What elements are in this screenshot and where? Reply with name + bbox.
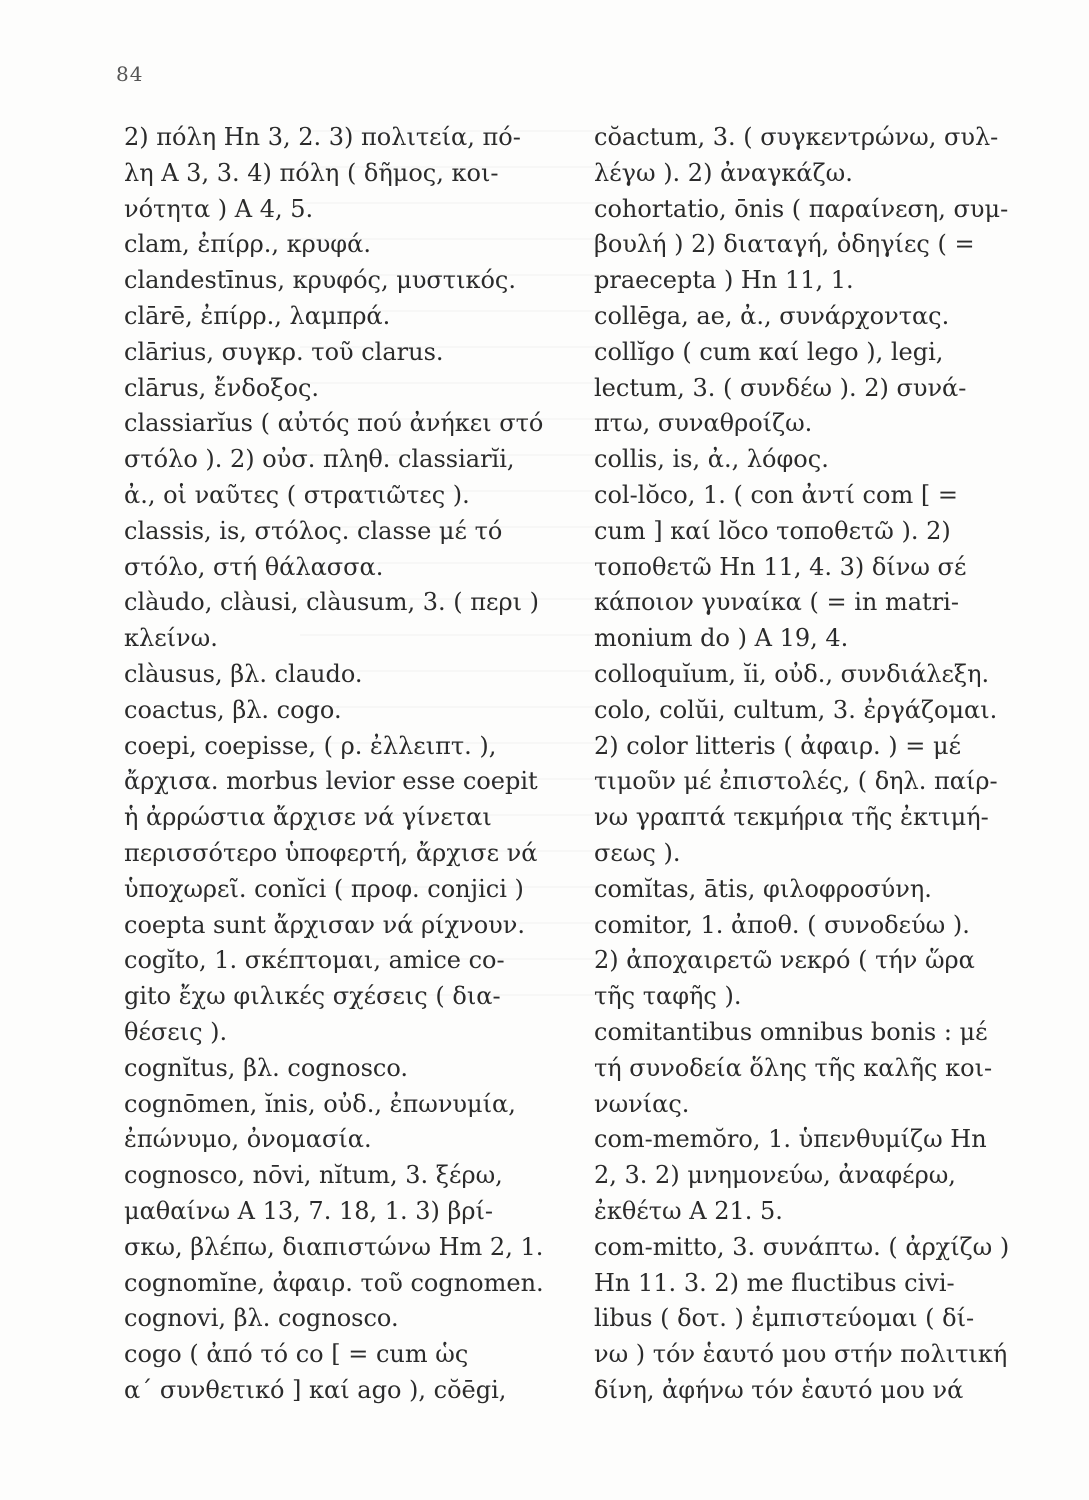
entry-line: collis, is, ἀ., λόφος.: [594, 445, 829, 474]
entry-line: στόλο ). 2) οὐσ. πληθ. classiarĭi,: [124, 445, 515, 474]
entry-line: ἐκθέτω A 21. 5.: [594, 1196, 783, 1225]
right-column: [594, 120, 1034, 1409]
entry-line: λη A 3, 3. 4) πόλη ( δῆμος, κοι-: [124, 158, 499, 187]
entry-line: com-mitto, 3. συνάπτω. ( ἀρχίζω ): [594, 1232, 1010, 1261]
entry-line: cogo ( ἀπό τό co [ = cum ὡς: [124, 1340, 469, 1369]
entry-line: δίνη, ἀφήνω τόν ἑαυτό μου νά: [594, 1375, 964, 1404]
entry-line: cohortatio, ōnis ( παραίνεση, συμ-: [594, 194, 1009, 223]
entry-line: τοποθετῶ Hn 11, 4. 3) δίνω σέ: [594, 552, 967, 581]
entry-line: τιμοῦν μέ ἐπιστολές, ( δηλ. παίρ-: [594, 767, 998, 796]
entry-line: τῆς ταφῆς ).: [594, 982, 742, 1011]
entry-line: praecepta ) Hn 11, 1.: [594, 266, 854, 295]
entry-line: libus ( δοτ. ) ἐμπιστεύομαι ( δί-: [594, 1304, 975, 1333]
entry-line: θέσεις ).: [124, 1017, 228, 1046]
entry-line: cognĭtus, βλ. cognosco.: [124, 1053, 408, 1082]
entry-line: ἐπώνυμο, ὀνομασία.: [124, 1125, 372, 1154]
entry-line: cognovi, βλ. cognosco.: [124, 1304, 399, 1333]
entry-line: comitor, 1. ἀποθ. ( συνοδεύω ).: [594, 910, 970, 939]
entry-line: νω ) τόν ἑαυτό μου στήν πολιτική: [594, 1340, 1008, 1369]
entry-line: coepi, coepisse, ( ρ. ἐλλειπτ. ),: [124, 731, 497, 760]
entry-line: cognomĭne, ἀφαιρ. τοῦ cognomen.: [124, 1268, 544, 1297]
entry-line: ὑποχωρεῖ. conĭci ( προφ. conjici ): [124, 874, 524, 903]
entry-line: com-memŏro, 1. ὑπενθυμίζω Hn: [594, 1125, 987, 1154]
entry-line: 2) πόλη Hn 3, 2. 3) πολιτεία, πό-: [124, 123, 521, 151]
entry-line: ἡ ἀρρώστια ἄρχισε νά γίνεται: [124, 803, 492, 832]
entry-line: colo, colŭi, cultum, 3. ἐργάζομαι.: [594, 695, 998, 724]
entry-line: σκω, βλέπω, διαπιστώνω Hm 2, 1.: [124, 1232, 544, 1261]
entry-line: σεως ).: [594, 838, 681, 867]
page-number: 84: [116, 62, 144, 86]
entry-line: clandestīnus, κρυφός, μυστικός.: [124, 266, 517, 295]
entry-line: classis, is, στόλος. classe μέ τό: [124, 516, 503, 545]
entry-line: clàusus, βλ. claudo.: [124, 659, 363, 688]
entry-line: clàudo, clàusi, clàusum, 3. ( περι ): [124, 588, 539, 617]
entry-line: 2, 3. 2) μνημονεύω, ἀναφέρω,: [594, 1161, 956, 1190]
entry-line: λέγω ). 2) ἀναγκάζω.: [594, 158, 853, 187]
entry-line: clārius, συγκρ. τοῦ clarus.: [124, 337, 444, 366]
entry-line: col-lŏco, 1. ( con ἀντί com [ =: [594, 480, 958, 509]
entry-line: clārus, ἔνδοξος.: [124, 373, 320, 402]
entry-line: νότητα ) A 4, 5.: [124, 194, 314, 223]
entry-line: ἀ., οἱ ναῦτες ( στρατιῶτες ).: [124, 480, 470, 509]
entry-line: classiarĭus ( αὐτός πού ἀνήκει στό: [124, 409, 544, 438]
entry-line: στόλο, στή θάλασσα.: [124, 552, 384, 581]
entry-line: collĭgo ( cum καί lego ), legi,: [594, 337, 944, 366]
entry-line: cŏactum, 3. ( συγκεντρώνω, συλ-: [594, 123, 999, 151]
entry-line: clam, ἐπίρρ., κρυφά.: [124, 230, 371, 259]
entry-line: cognosco, nōvi, nĭtum, 3. ξέρω,: [124, 1161, 503, 1190]
entry-line: gito ἔχω φιλικές σχέσεις ( δια-: [124, 982, 501, 1011]
entry-line: α΄ συνθετικό ] καί ago ), cŏēgi,: [124, 1375, 507, 1404]
entry-line: νωνίας.: [594, 1089, 690, 1118]
entry-line: lectum, 3. ( συνδέω ). 2) συνά-: [594, 373, 967, 402]
entry-line: νω γραπτά τεκμήρια τῆς ἐκτιμή-: [594, 803, 989, 832]
entry-line: colloquĭum, ĭi, οὐδ., συνδιάλεξη.: [594, 659, 990, 688]
entry-line: τή συνοδεία ὅλης τῆς καλῆς κοι-: [594, 1053, 993, 1082]
entry-line: κάποιον γυναίκα ( = in matri-: [594, 588, 959, 617]
entry-line: collēga, ae, ἀ., συνάρχοντας.: [594, 301, 950, 330]
entry-line: cum ] καί lŏco τοποθετῶ ). 2): [594, 516, 951, 545]
entry-line: comĭtas, ātis, φιλοφροσύνη.: [594, 874, 932, 903]
entry-line: κλείνω.: [124, 624, 218, 653]
entry-line: περισσότερο ὑποφερτή, ἄρχισε νά: [124, 838, 538, 867]
entry-line: comitantibus omnibus bonis : μέ: [594, 1017, 988, 1046]
entry-line: 2) color litteris ( ἀφαιρ. ) = μέ: [594, 731, 962, 760]
entry-line: cognōmen, ĭnis, οὐδ., ἐπωνυμία,: [124, 1089, 516, 1118]
entry-line: βουλή ) 2) διαταγή, ὁδηγίες ( =: [594, 230, 975, 259]
entry-line: cogĭto, 1. σκέπτομαι, amice co-: [124, 946, 505, 975]
entry-line: monium do ) A 19, 4.: [594, 624, 849, 653]
left-column: [124, 120, 564, 1409]
entry-line: μαθαίνω A 13, 7. 18, 1. 3) βρί-: [124, 1196, 494, 1225]
entry-line: Hn 11. 3. 2) me fluctibus civi-: [594, 1268, 955, 1297]
entry-line: clārē, ἐπίρρ., λαμπρά.: [124, 301, 391, 330]
entry-line: coactus, βλ. cogo.: [124, 695, 342, 724]
entry-line: 2) ἀποχαιρετῶ νεκρό ( τήν ὥρα: [594, 946, 975, 975]
entry-line: πτω, συναθροίζω.: [594, 409, 813, 438]
entry-line: coepta sunt ἄρχισαν νά ρίχνουν.: [124, 910, 525, 939]
entry-line: ἄρχισα. morbus levior esse coepit: [124, 767, 538, 796]
